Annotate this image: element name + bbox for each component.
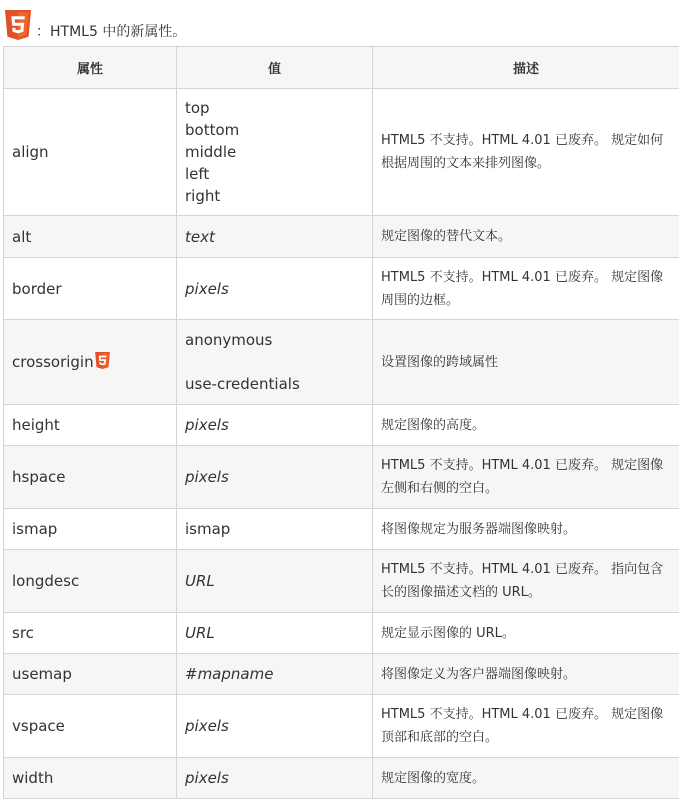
intro-text: ：HTML5 中的新属性。 [36,24,187,40]
header-description: 描述 [373,47,679,89]
table-row-alt [4,216,679,258]
attr-value: pixels [177,758,373,799]
attr-name: ismap [4,509,177,550]
table-row-src [4,613,679,654]
header-attribute: 属性 [4,47,177,89]
attr-value: URL [177,613,373,654]
attr-name: alt [4,216,177,258]
attr-name: height [4,405,177,446]
attr-value: URL [177,550,373,613]
attr-description: HTML5 不支持。HTML 4.01 已废弃。 规定图像顶部和底部的空白。 [373,695,679,758]
value-item: use-credentials [185,375,300,393]
attr-value: pixels [177,405,373,446]
attr-values [177,320,373,405]
value-item: bottom [185,121,240,139]
attr-name: longdesc [4,550,177,613]
value-item: right [185,187,221,205]
table-row-height [4,405,679,446]
table-row-vspace [4,695,679,758]
attr-value: text [177,216,373,258]
attr-values [177,89,373,216]
attr-name: border [4,258,177,320]
attr-description: 规定图像的替代文本。 [373,216,679,258]
attr-value: pixels [177,695,373,758]
attr-name: width [4,758,177,799]
attr-description: 设置图像的跨域属性 [373,320,679,405]
table-row-usemap [4,654,679,695]
attr-name: vspace [4,695,177,758]
table-row-ismap [4,509,679,550]
table-row-hspace [4,446,679,509]
value-item: left [185,165,210,183]
attr-description: HTML5 不支持。HTML 4.01 已废弃。 指向包含长的图像描述文档的 URL。 [373,550,679,613]
attr-description: HTML5 不支持。HTML 4.01 已废弃。 规定图像左侧和右侧的空白。 [373,446,679,509]
attr-description: 将图像定义为客户器端图像映射。 [373,654,679,695]
table-row-border [4,258,679,320]
value-item: anonymous [185,331,273,349]
attr-name: hspace [4,446,177,509]
value-item: top [185,99,210,117]
html5-new-badge-icon [95,352,110,369]
table-row-width [4,758,679,799]
value-item: middle [185,143,237,161]
attr-name-cell [4,320,177,405]
attr-name: usemap [4,654,177,695]
attr-name: src [4,613,177,654]
attr-description: HTML5 不支持。HTML 4.01 已废弃。 规定如何根据周围的文本来排列图像。 [373,89,679,216]
attr-value: #mapname [177,654,373,695]
attr-description: 规定图像的高度。 [373,405,679,446]
attr-description: 将图像规定为服务器端图像映射。 [373,509,679,550]
table-row-align [4,89,679,216]
attr-value: pixels [177,446,373,509]
attribute-table [3,46,679,799]
html5-logo-icon [5,10,31,40]
intro-note [5,6,186,40]
table-row-longdesc [4,550,679,613]
header-value: 值 [177,47,373,89]
attr-description: HTML5 不支持。HTML 4.01 已废弃。 规定图像周围的边框。 [373,258,679,320]
attr-value: pixels [177,258,373,320]
table-header-row [4,47,679,89]
attr-description: 规定显示图像的 URL。 [373,613,679,654]
attr-name: align [4,89,177,216]
attr-description: 规定图像的宽度。 [373,758,679,799]
attr-name: crossorigin [12,353,94,371]
table-row-crossorigin [4,320,679,405]
value-gap [185,351,364,373]
attr-value: ismap [177,509,373,550]
